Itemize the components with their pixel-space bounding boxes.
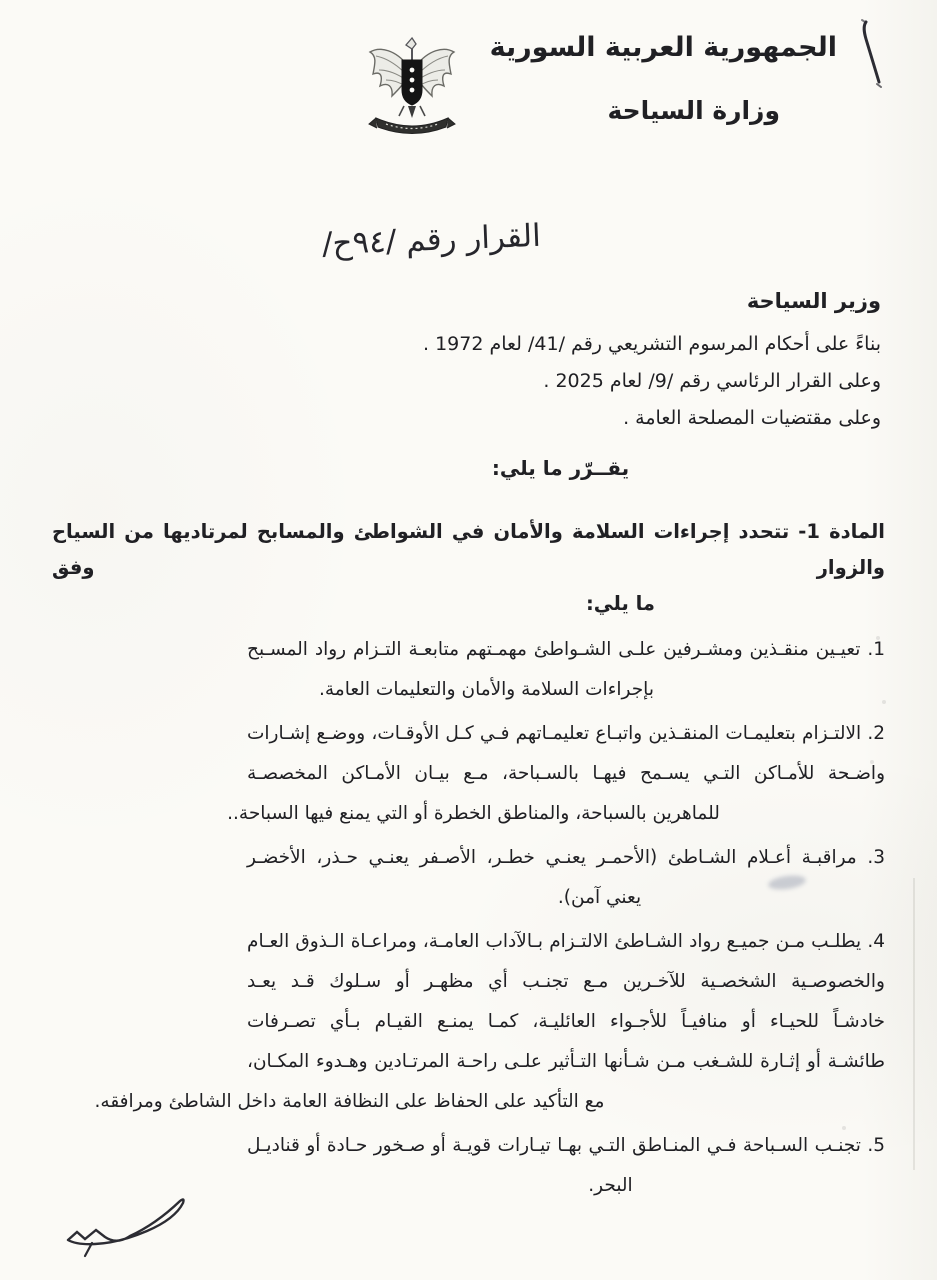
list-item-line: بإجراءات السلامة والأمان والتعليمات العامة. — [319, 679, 654, 700]
preamble-line: بناءً على أحكام المرسوم التشريعي رقم /41/ لعام 1972 . — [422, 333, 881, 355]
list-item-line: 5. تجنـب السـباحة فـي المنـاطق التـي بهـا تيـارات قويـة أو صـخور حـادة أو قناديـل — [247, 1135, 885, 1156]
list-item-line: واضـحة للأمـاكن التـي يسـمح فيهـا بالسـباحة، مـع بيـان الأمـاكن المخصصـة — [247, 763, 885, 784]
list-item-line: 2. الالتـزام بتعليمـات المنقـذين واتبـاع تعليمـاتهم فـي كـل الأوقـات، ووضـع إشـارات — [247, 723, 885, 744]
article-body — [52, 514, 885, 1210]
list-item-line: خادشـاً للحيـاء أو منافيـاً للأجـواء العائليـة، كمـا يمنـع القيـام بـأي تصـرفات — [247, 1011, 885, 1032]
scan-speck — [842, 1126, 846, 1130]
numbered-list — [52, 630, 885, 1206]
list-item-line: يعني آمن). — [557, 887, 642, 908]
scan-speck — [876, 636, 880, 640]
scan-speck — [870, 760, 874, 764]
list-item — [52, 630, 885, 710]
list-item-line: مع التأكيد على الحفاظ على النظافة العامة داخل الشاطئ ومرافقه. — [94, 1091, 605, 1112]
list-item-line: والخصوصـية الشخصـية للآخـرين مـع تجنـب أي مظهـر أو سـلوك قـد يعـد — [247, 971, 885, 992]
decides-line: يقــرّر ما يلي: — [491, 456, 630, 480]
handwritten-signature-scribble — [52, 1188, 212, 1262]
preamble-line: وعلى القرار الرئاسي رقم /9/ لعام 2025 . — [543, 370, 881, 392]
minister-title: وزير السياحة — [746, 289, 881, 313]
syria-eagle-emblem-icon — [366, 34, 458, 140]
list-item-line: 1. تعيـين منقـذين ومشـرفين علـى الشـواطئ مهمـتهم متابعـة التـزام رواد المسـبح — [247, 639, 885, 660]
list-item — [52, 714, 885, 834]
preamble-line: وعلى مقتضيات المصلحة العامة . — [623, 407, 881, 429]
ministry-header: وزارة السياحة — [607, 96, 780, 125]
preamble-block — [423, 326, 881, 437]
list-item-line: 4. يطلـب مـن جميـع رواد الشـاطئ الالتـزام بـالآداب العامـة، ومراعـاة الـذوق العـام — [247, 931, 885, 952]
article1-heading-tail: ما يلي: — [586, 592, 655, 615]
list-item-line: طائشـة أو إثـارة للشـغب مـن شـأنها التـأثير علـى راحـة المرتـادين وهـدوء المكـان، — [247, 1051, 885, 1072]
republic-header: الجمهورية العربية السورية — [489, 32, 837, 63]
handwritten-pen-stroke — [848, 8, 894, 100]
list-item-line: للماهرين بالسباحة، والمناطق الخطرة أو التي يمنع فيها السباحة.. — [227, 803, 720, 824]
list-item-line: 3. مراقبـة أعـلام الشـاطئ (الأحمـر يعنـي خطـر، الأصـفر يعنـي حـذر، الأخضـر — [247, 847, 885, 868]
article1-heading: المادة 1- تتحدد إجراءات السلامة والأمان في الشواطئ والمسابح لمرتاديها من السياح والزوار وفق — [52, 520, 885, 579]
list-item-line: البحر. — [588, 1175, 633, 1196]
list-item — [52, 922, 885, 1122]
scan-edge-artifact — [913, 878, 915, 1170]
list-item — [52, 838, 885, 918]
decision-number-line: القرار رقم /٩٤ح/ — [321, 217, 542, 263]
scan-speck — [882, 700, 886, 704]
